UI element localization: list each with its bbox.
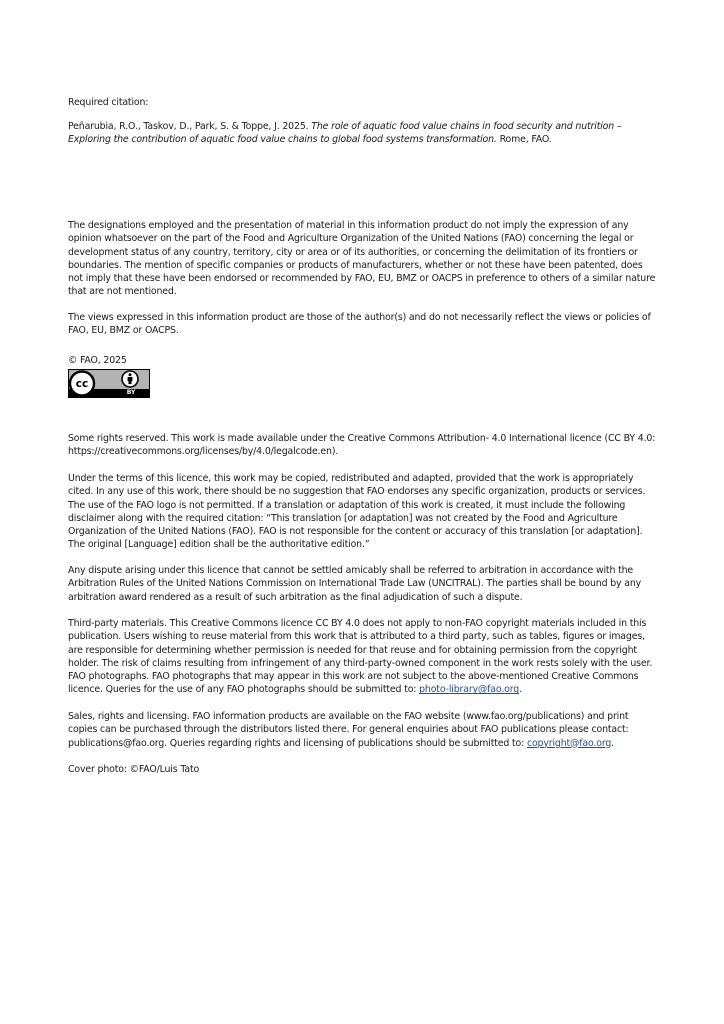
citation-title: The role of aquatic food value chains in food security and nutrition – Exploring the contribution of aquatic food value chains to global food systems transformation. <box>68 121 622 146</box>
copyright-notice: © FAO, 2025 <box>68 355 127 366</box>
third-party-text: Third-party materials. This Creative Commons licence CC BY 4.0 does not apply to non-FAO copyright materials included in this publication. Users wishing to reuse material from this work that is attributed to a third party, such as tables, figures or images, are responsible for determining whether permission is needed for that reuse and for obtaining permission from the copyright holder. The risk of claims resulting from infringement of any third-party-owned component in the work rests solely with the user. FAO photographs. FAO photographs that may appear in this work are not subject to the above-mentioned Creative Commons licence. Queries for the use of any FAO photographs should be submitted to: <box>68 618 653 696</box>
citation <box>68 120 656 147</box>
required-citation-label: Required citation: <box>68 97 149 108</box>
dispute-paragraph: Any dispute arising under this licence that cannot be settled amicably shall be referred to arbitration in accordance with the Arbitration Rules of the United Nations Commission on International Trade Law (UNCITRAL). The parties shall be bound by any arbitration award rendered as a result of such arbitration as the final adjudication of such a dispute. <box>68 565 642 603</box>
cc-symbol-text: cc <box>75 378 89 391</box>
terms-paragraph: Under the terms of this licence, this work may be copied, redistributed and adapted, provided that the work is appropriately cited. In any use of this work, there should be no suggestion that FAO endorses any specific organization, products or services. The use of the FAO logo is not permitted. If a translation or adaptation of this work is created, it must include the following disclaimer along with the required citation: “This translation [or adaptation] was not created by the Food and Agriculture Organization of the United Nations (FAO). FAO is not responsible for the content or accuracy of this translation [or adaptation]. The original [Language] edition shall be the authoritative edition.” <box>68 473 646 551</box>
copyright-email-link[interactable]: copyright@fao.org <box>526 737 612 749</box>
citation-authors: Peñarubia, R.O., Taskov, D., Park, S. & Toppe, J. 2025. <box>68 121 312 132</box>
third-party-paragraph <box>68 617 656 697</box>
third-party-end: . <box>519 684 522 696</box>
cover-photo-credit: Cover photo: ©FAO/Luis Tato <box>68 764 200 775</box>
sales-paragraph <box>68 710 656 750</box>
rights-paragraph: Some rights reserved. This work is made available under the Creative Commons Attribution- 4.0 International licence (CC BY 4.0: https://creativecommons.org/licenses/by/4.0/legalcode.en). <box>68 433 656 458</box>
views-paragraph: The views expressed in this information product are those of the author(s) and do not necessarily reflect the views or policies of FAO, EU, BMZ or OACPS. <box>68 312 651 337</box>
sales-text: Sales, rights and licensing. FAO information products are available on the FAO website (www.fao.org/publications) and print copies can be purchased through the distributors listed there. For general enquiries about FAO publications please contact: publications@fao.org. Queries regarding rights and licensing of publications should be submitted to: <box>68 711 629 749</box>
photo-library-email-link[interactable]: photo-library@fao.org <box>419 684 520 696</box>
citation-publisher: Rome, FAO. <box>496 134 552 146</box>
sales-end: . <box>611 737 615 749</box>
designations-paragraph: The designations employed and the presentation of material in this information product do not imply the expression of any opinion whatsoever on the part of the Food and Agriculture Organization of the United Nations (FAO) concerning the legal or development status of any country, territory, city or area or of its authorities, or concerning the delimitation of its frontiers or boundaries. The mention of specific companies or products of manufacturers, whether or not these have been patented, does not imply that these have been endorsed or recommended by FAO, EU, BMZ or OACPS in preference to others of a similar nature that are not mentioned. <box>68 220 656 298</box>
cc-by-license-badge <box>68 369 150 398</box>
by-label: BY <box>126 389 136 396</box>
